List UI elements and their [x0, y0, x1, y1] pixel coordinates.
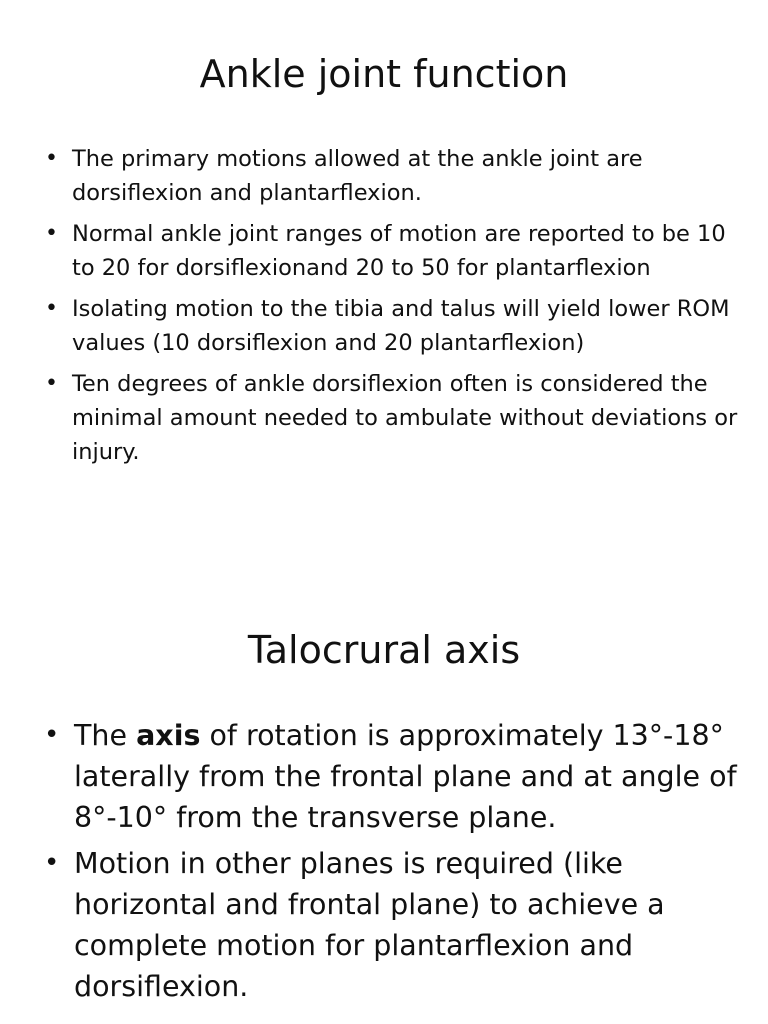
bullet-text-emphasis: axis	[136, 719, 201, 752]
bullet-text: Isolating motion to the tibia and talus will yield lower ROM values (10 dorsiflexion and 20 plantarflexion)	[72, 296, 730, 356]
bullet-text: Ten degrees of ankle dorsiflexion often is considered the minimal amount needed to ambulate without deviations or injury.	[72, 371, 738, 465]
bullet-text-prefix: The	[74, 719, 137, 752]
bullet-text: Normal ankle joint ranges of motion are reported to be 10 to 20 for dorsiflexionand 20 to 50 for plantarflexion	[72, 221, 726, 281]
bullet-icon: •	[44, 720, 60, 750]
bullet-item	[45, 142, 752, 210]
bullet-list	[45, 142, 752, 476]
bullet-icon: •	[45, 146, 58, 171]
bullet-item	[45, 367, 752, 469]
bullet-list	[44, 715, 754, 1012]
bullet-text: Motion in other planes is required (like horizontal and frontal plane) to achieve a complete motion for plantarflexion and dorsiflexion.	[74, 847, 665, 1003]
bullet-item	[45, 292, 752, 360]
slide-title: Talocrural axis	[247, 628, 521, 672]
bullet-item	[44, 843, 754, 1007]
bullet-icon: •	[45, 221, 58, 246]
bullet-icon: •	[45, 371, 58, 396]
slide-title: Ankle joint function	[199, 52, 569, 96]
bullet-text: The primary motions allowed at the ankle joint are dorsiflexion and plantarflexion.	[72, 146, 643, 206]
bullet-icon: •	[45, 296, 58, 321]
bullet-icon: •	[44, 848, 60, 878]
bullet-text-suffix: of rotation is approximately 13°-18° laterally from the frontal plane and at angle of 8°-10° from the transverse plane.	[74, 719, 737, 834]
bullet-item	[44, 715, 754, 838]
slide-talocrural-axis	[0, 512, 768, 1024]
bullet-item	[45, 217, 752, 285]
